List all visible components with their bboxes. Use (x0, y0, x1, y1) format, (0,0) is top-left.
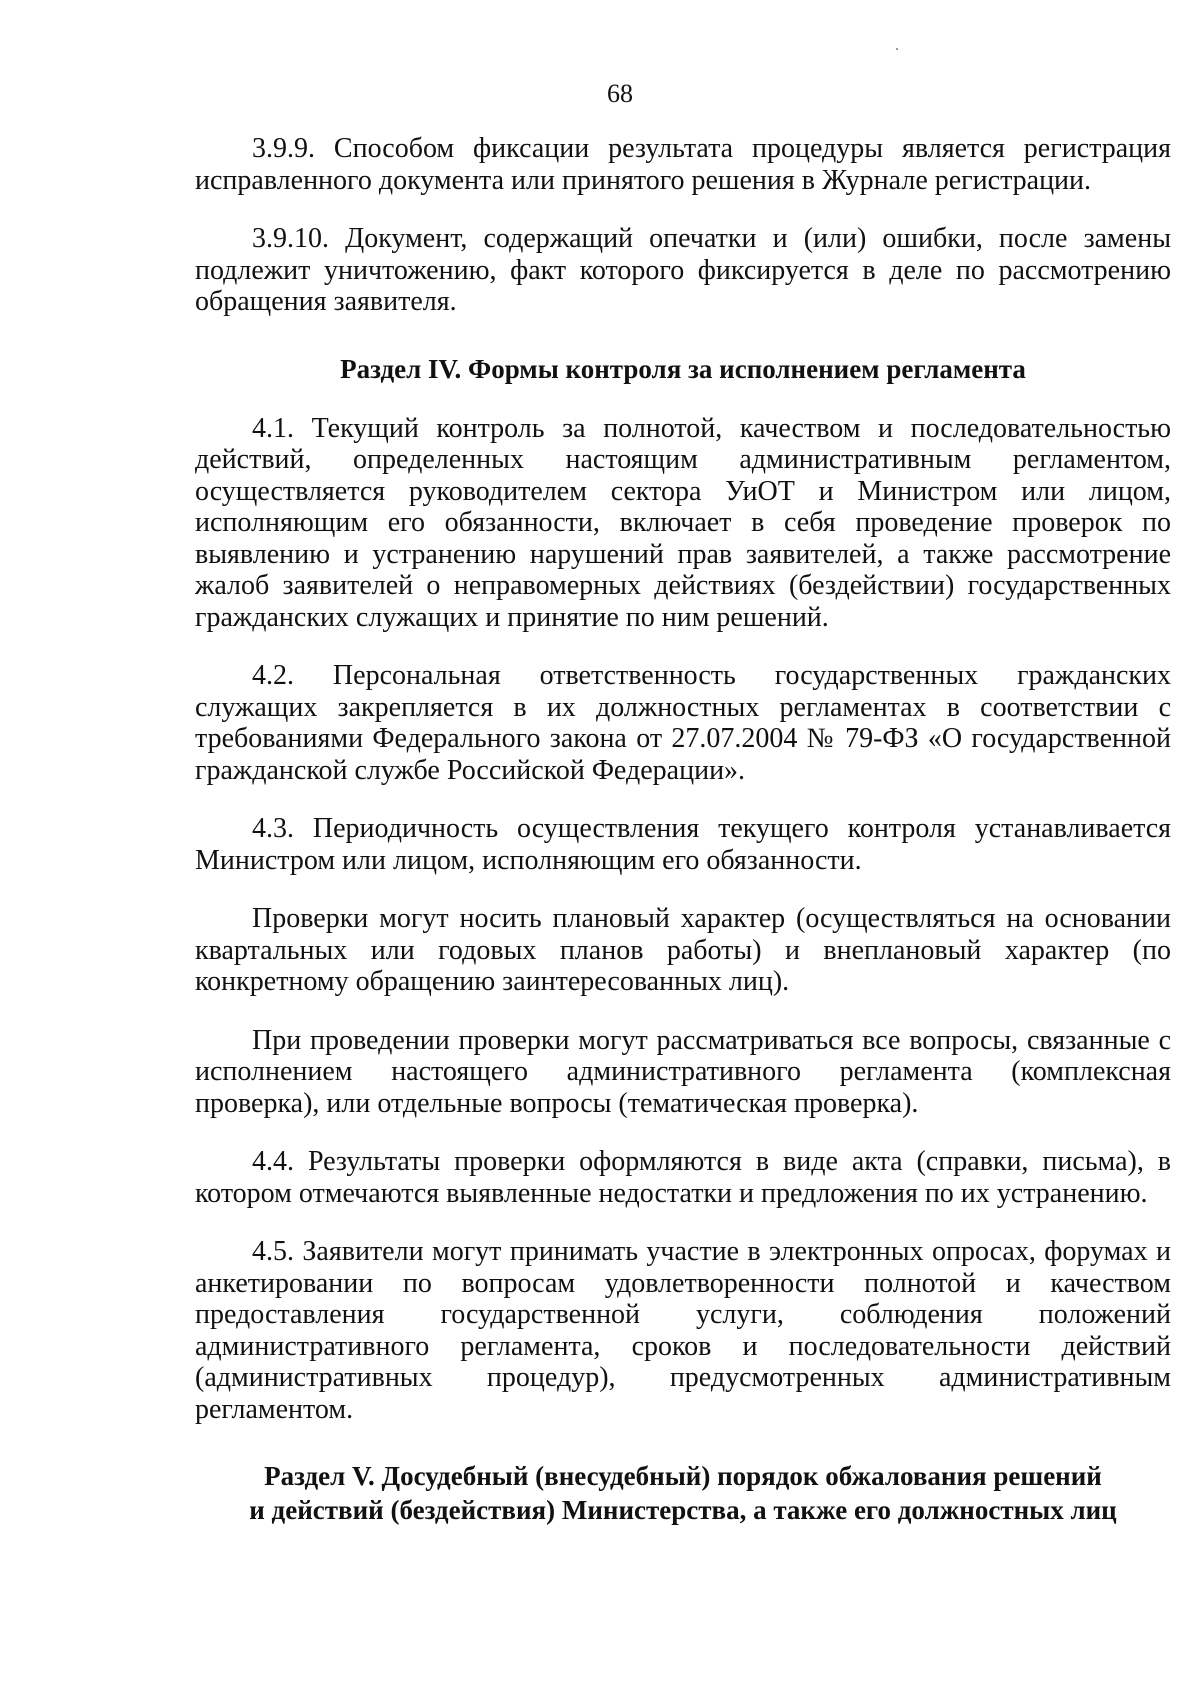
paragraph-4-3: 4.3. Периодичность осуществления текущего контроля устанавливается Министром или лицом, исполняющим его обязанности. (195, 813, 1171, 876)
paragraph-3-9-9: 3.9.9. Способом фиксации результата процедуры является регистрация исправленного документа или принятого решения в Журнале регистрации. (195, 133, 1171, 196)
paragraph-4-1: 4.1. Текущий контроль за полнотой, качеством и последовательностью действий, определенных настоящим административным регламентом, осуществляется руководителем сектора УиОТ и Министром или лицом, исполняющим его обязанности, включает в себя проведение проверок по выявлению и устранению нарушений прав заявителей, а также рассмотрение жалоб заявителей о неправомерных действиях (бездействии) государственных гражданских служащих и принятие по ним решений. (195, 412, 1171, 633)
page-number: 68 (607, 79, 633, 108)
section-5-heading (195, 1459, 1171, 1527)
section-5-heading-line-2: и действий (бездействия) Министерства, а также его должностных лиц (249, 1495, 1117, 1525)
paragraph-4-2: 4.2. Персональная ответственность государственных гражданских служащих закрепляется в их должностных регламентах в соответствии с требованиями Федерального закона от 27.07.2004 № 79-ФЗ «О государственной гражданской службе Российской Федерации». (195, 660, 1171, 786)
paragraph-checks-scope: При проведении проверки могут рассматриваться все вопросы, связанные с исполнением настоящего административного регламента (комплексная проверка), или отдельные вопросы (тематическая проверка). (195, 1024, 1171, 1119)
section-5-heading-line-1: Раздел V. Досудебный (внесудебный) порядок обжалования решений (264, 1461, 1102, 1491)
section-4-heading: Раздел IV. Формы контроля за исполнением регламента (340, 353, 1026, 384)
paragraph-4-4: 4.4. Результаты проверки оформляются в виде акта (справки, письма), в котором отмечаются выявленные недостатки и предложения по их устранению. (195, 1146, 1171, 1209)
paragraph-3-9-10: 3.9.10. Документ, содержащий опечатки и (или) ошибки, после замены подлежит уничтожению, факт которого фиксируется в деле по рассмотрению обращения заявителя. (195, 223, 1171, 317)
paragraph-checks-type: Проверки могут носить плановый характер (осуществляться на основании квартальных или годовых планов работы) и внеплановый характер (по конкретному обращению заинтересованных лиц). (195, 903, 1171, 997)
paragraph-4-5: 4.5. Заявители могут принимать участие в электронных опросах, форумах и анкетировании по вопросам удовлетворенности полнотой и качеством предоставления государственной услуги, соблюдения положений административного регламента, сроков и последовательности действий (административных процедур), предусмотренных административным регламентом. (195, 1236, 1171, 1425)
scan-speck (896, 48, 898, 50)
document-body (195, 133, 1171, 1527)
